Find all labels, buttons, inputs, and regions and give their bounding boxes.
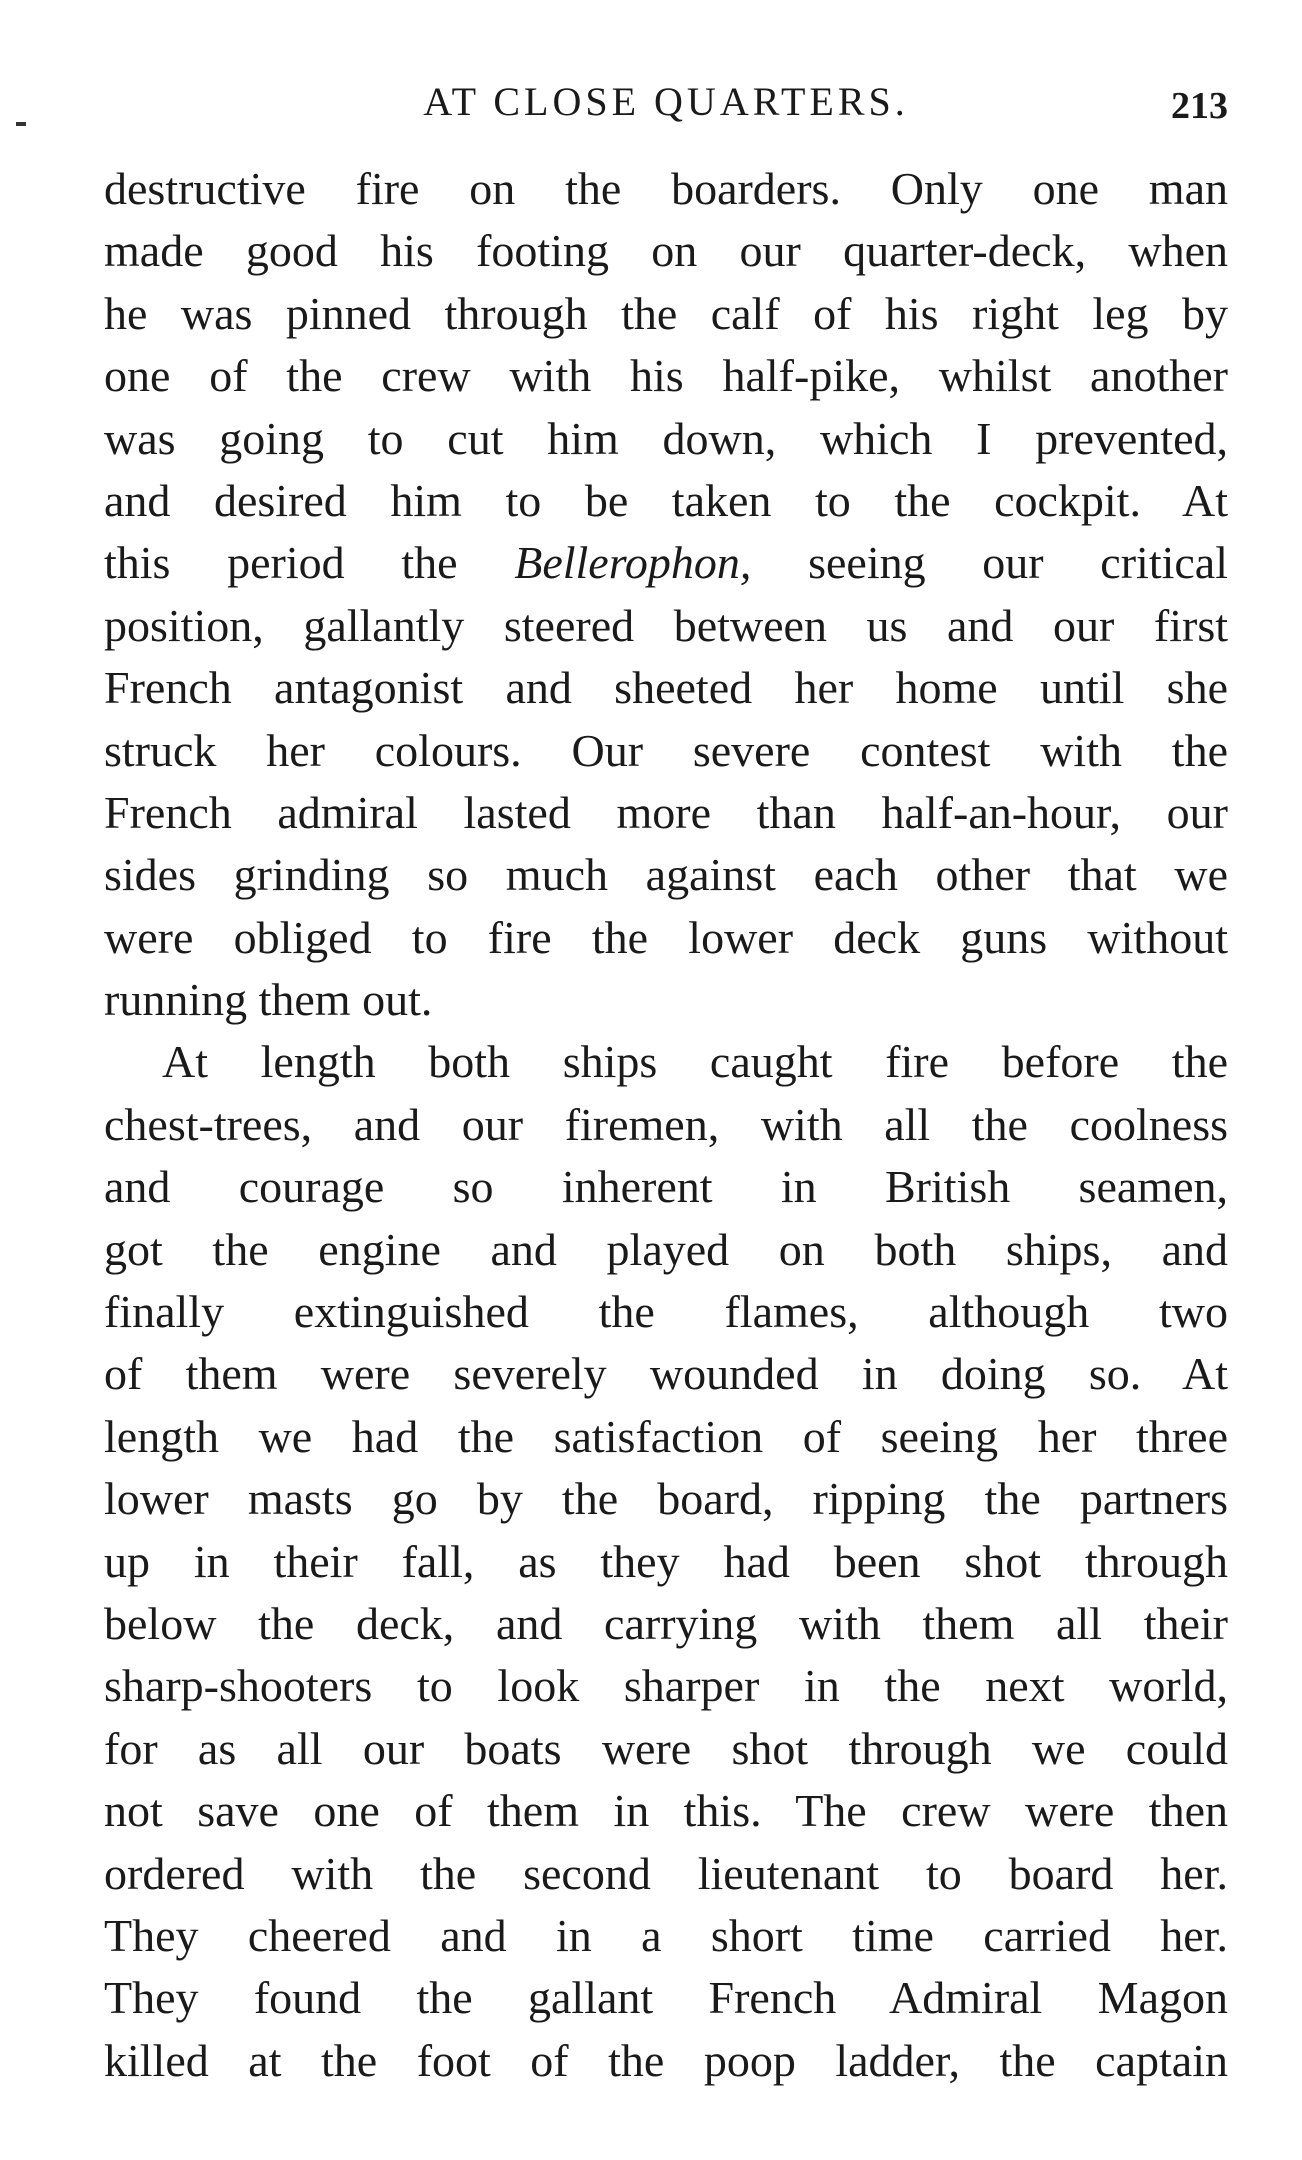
text-line: sharp-shooters to look sharper in the next world, xyxy=(104,1660,1228,1712)
text-line: sides grinding so much against each other that we xyxy=(104,849,1228,901)
text-line: ordered with the second lieutenant to board her. xyxy=(104,1847,1228,1899)
text-line: They cheered and in a short time carried her. xyxy=(104,1909,1228,1961)
text-line: were obliged to fire the lower deck guns without xyxy=(104,911,1228,963)
text-line: running them out. xyxy=(104,974,433,1026)
text-line: struck her colours. Our severe contest with the xyxy=(104,724,1228,776)
body-text xyxy=(104,158,1228,2092)
text-line: not save one of them in this. The crew were then xyxy=(104,1785,1228,1837)
text-segment: this period the xyxy=(104,537,515,589)
text-line: killed at the foot of the poop ladder, the captain xyxy=(104,2034,1228,2086)
text-line: finally extinguished the flames, although two xyxy=(104,1286,1228,1338)
text-line: chest-trees, and our firemen, with all the coolness xyxy=(104,1098,1228,1150)
text-line: and desired him to be taken to the cockpit. At xyxy=(104,474,1228,526)
ship-name-italic: Bellerophon, xyxy=(514,537,752,589)
text-line: French antagonist and sheeted her home until she xyxy=(104,662,1228,714)
running-title: AT CLOSE QUARTERS. xyxy=(423,79,909,124)
text-line: he was pinned through the calf of his right leg by xyxy=(104,287,1228,339)
text-line: length we had the satisfaction of seeing her three xyxy=(104,1410,1228,1462)
page-header xyxy=(104,72,1228,132)
page-number: 213 xyxy=(1171,85,1228,127)
text-line: At length both ships caught fire before the xyxy=(162,1036,1228,1088)
text-line: of them were severely wounded in doing so. At xyxy=(104,1348,1228,1400)
text-line: below the deck, and carrying with them all their xyxy=(104,1597,1228,1649)
text-line: and courage so inherent in British seamen, xyxy=(104,1161,1228,1213)
text-line: for as all our boats were shot through we could xyxy=(104,1722,1228,1774)
margin-mark xyxy=(16,122,26,126)
text-line: up in their fall, as they had been shot through xyxy=(104,1535,1228,1587)
paragraph-2 xyxy=(104,1031,1228,2092)
paragraph-1 xyxy=(104,158,1228,1031)
text-line: got the engine and played on both ships, and xyxy=(104,1223,1228,1275)
text-line: one of the crew with his half-pike, whilst another xyxy=(104,350,1228,402)
text-line: made good his footing on our quarter-deck, when xyxy=(104,225,1228,277)
text-line: lower masts go by the board, ripping the partners xyxy=(104,1473,1228,1525)
text-line: was going to cut him down, which I prevented, xyxy=(104,412,1228,464)
text-line: destructive fire on the boarders. Only one man xyxy=(104,163,1228,214)
text-line: They found the gallant French Admiral Magon xyxy=(104,1972,1228,2024)
text-line xyxy=(104,532,1228,594)
text-line: French admiral lasted more than half-an-hour, our xyxy=(104,786,1228,838)
text-segment: seeing our critical xyxy=(751,537,1228,589)
text-line: position, gallantly steered between us and our first xyxy=(104,599,1228,651)
